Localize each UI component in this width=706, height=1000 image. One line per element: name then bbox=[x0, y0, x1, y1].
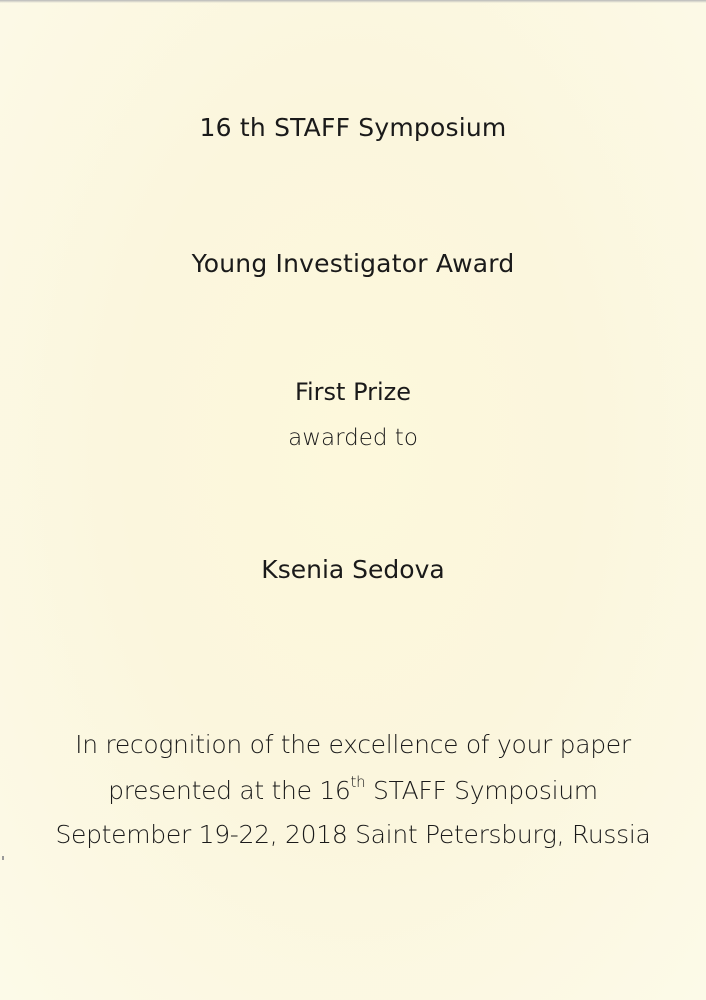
recognition-line-2-end: STAFF Symposium bbox=[365, 776, 598, 805]
prize-label: First Prize bbox=[294, 378, 412, 406]
awarded-to-label: awarded to bbox=[288, 425, 418, 451]
recognition-line-2 bbox=[0, 773, 706, 805]
symposium-title: 16 th STAFF Symposium bbox=[199, 113, 507, 142]
award-title: Young Investigator Award bbox=[191, 249, 515, 278]
recognition-line-1: In recognition of the excellence of your paper bbox=[75, 730, 631, 759]
recognition-line-2-start: presented at the 16 bbox=[108, 776, 351, 805]
scan-mark bbox=[2, 856, 4, 860]
recognition-line-3: September 19-22, 2018 Saint Petersburg, Russia bbox=[55, 820, 651, 849]
ordinal-suffix: th bbox=[350, 773, 366, 791]
recipient-name: Ksenia Sedova bbox=[261, 555, 445, 584]
scan-edge bbox=[0, 0, 706, 3]
